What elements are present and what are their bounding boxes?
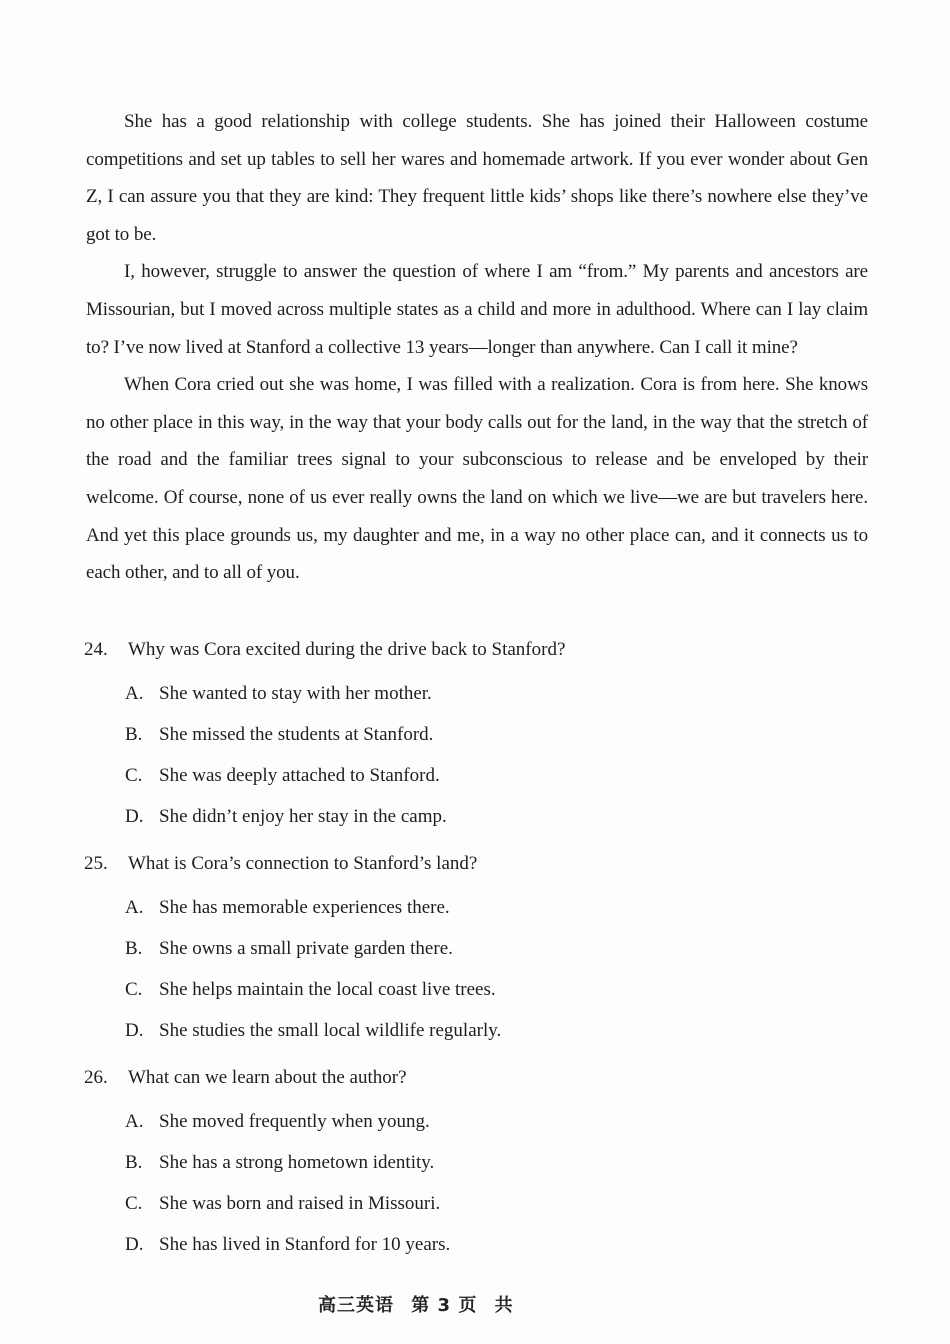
option-c <box>84 755 874 796</box>
page-footer <box>318 1291 524 1317</box>
option-text: She has memorable experiences there. <box>159 896 450 918</box>
option-text: She was deeply attached to Stanford. <box>159 764 440 786</box>
option-text: She missed the students at Stanford. <box>159 723 434 745</box>
option-a <box>84 887 874 928</box>
footer-total-pages: 共 <box>494 1295 514 1316</box>
option-letter: D. <box>125 1233 144 1255</box>
option-b <box>84 928 874 969</box>
option-letter: C. <box>125 764 143 786</box>
option-text: She owns a small private garden there. <box>159 937 453 959</box>
question-24 <box>84 630 874 837</box>
passage-paragraph: She has a good relationship with college students. She has joined their Halloween costume competitions and set up tables to sell her wares and homemade artwork. If you ever wonder about Gen Z, I can assure you that they are kind: They frequent little kids’ shops like there’s nowhere else they’ve got to be. <box>86 111 868 245</box>
question-text: What can we learn about the author? <box>128 1067 407 1088</box>
option-text: She helps maintain the local coast live trees. <box>159 978 496 1000</box>
option-letter: A. <box>125 682 144 704</box>
option-text: She has lived in Stanford for 10 years. <box>159 1233 451 1255</box>
option-a <box>84 1101 874 1142</box>
footer-subject: 高三英语 <box>318 1295 394 1316</box>
passage-paragraph: I, however, struggle to answer the question of where I am “from.” My parents and ancestors are Missourian, but I moved across multiple states as a child and more in adulthood. Where can I lay claim to? I’ve now lived at Stanford a collective 13 years—longer than anywhere. Can I call it mine? <box>86 261 868 358</box>
footer-page-number: 第 3 页 <box>411 1295 478 1316</box>
question-stem <box>84 844 874 884</box>
option-a <box>84 673 874 714</box>
question-text: Why was Cora excited during the drive back to Stanford? <box>128 639 566 660</box>
question-list <box>84 630 874 1265</box>
option-letter: A. <box>125 1110 144 1132</box>
option-letter: B. <box>125 937 143 959</box>
option-text: She studies the small local wildlife regularly. <box>159 1019 502 1041</box>
option-b <box>84 714 874 755</box>
option-letter: A. <box>125 896 144 918</box>
question-text: What is Cora’s connection to Stanford’s land? <box>128 853 478 874</box>
option-letter: C. <box>125 978 143 1000</box>
question-stem <box>84 630 874 670</box>
option-letter: D. <box>125 805 144 827</box>
question-number: 25. <box>84 853 108 874</box>
option-text: She didn’t enjoy her stay in the camp. <box>159 805 447 827</box>
option-letter: B. <box>125 1151 143 1173</box>
option-letter: D. <box>125 1019 144 1041</box>
option-c <box>84 1183 874 1224</box>
option-b <box>84 1142 874 1183</box>
question-number: 24. <box>84 639 108 660</box>
option-c <box>84 969 874 1010</box>
option-d <box>84 796 874 837</box>
question-number: 26. <box>84 1067 108 1088</box>
passage-paragraph: When Cora cried out she was home, I was filled with a realization. Cora is from here. She knows no other place in this way, in the way that your body calls out for the land, in the way that the stretch of the road and the familiar trees signal to your subconscious to release and be enveloped by their welcome. Of course, none of us ever really owns the land on which we live—we are but travelers here. And yet this place grounds us, my daughter and me, in a way no other place can, and it connects us to each other, and to all of you. <box>86 374 868 584</box>
option-letter: B. <box>125 723 143 745</box>
question-25 <box>84 844 874 1051</box>
option-text: She has a strong hometown identity. <box>159 1151 435 1173</box>
option-text: She was born and raised in Missouri. <box>159 1192 441 1214</box>
option-text: She wanted to stay with her mother. <box>159 682 432 704</box>
option-text: She moved frequently when young. <box>159 1110 430 1132</box>
reading-passage <box>86 103 868 592</box>
option-d <box>84 1224 874 1265</box>
question-26 <box>84 1058 874 1265</box>
option-d <box>84 1010 874 1051</box>
question-stem <box>84 1058 874 1098</box>
option-letter: C. <box>125 1192 143 1214</box>
